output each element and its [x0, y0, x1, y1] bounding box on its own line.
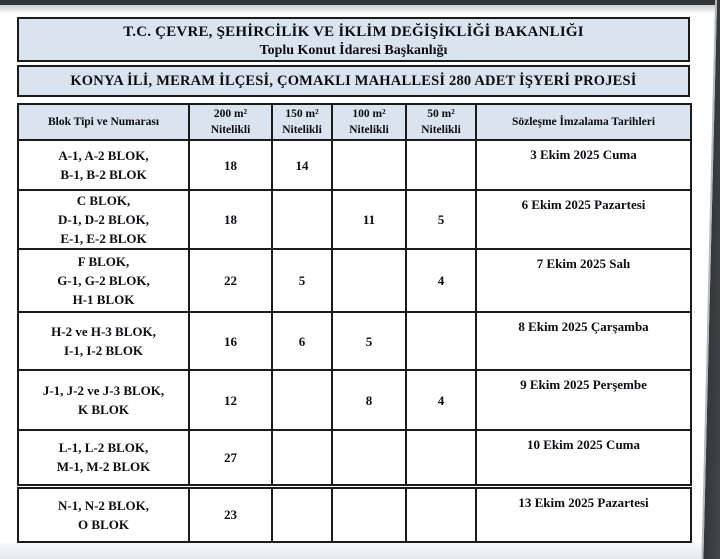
count-cell-m50: 4	[406, 249, 476, 312]
count-cell-m150	[272, 190, 332, 249]
block-name-cell: J-1, J-2 ve J-3 BLOK, K BLOK	[18, 370, 189, 430]
column-header-m150: 150 m² Nitelikli	[272, 104, 332, 140]
scan-edge-bottom	[0, 543, 720, 559]
table-row	[18, 312, 691, 370]
column-header-m200: 200 m² Nitelikli	[189, 104, 272, 140]
count-cell-m200: 12	[189, 370, 272, 430]
signing-date-cell: 10 Ekim 2025 Cuma	[476, 430, 691, 486]
block-name-cell: C BLOK, D-1, D-2 BLOK, E-1, E-2 BLOK	[18, 190, 189, 249]
column-header-row	[18, 104, 691, 140]
count-cell-m100	[332, 486, 406, 542]
count-cell-m200: 18	[189, 190, 272, 249]
signing-date-cell: 7 Ekim 2025 Salı	[476, 249, 691, 312]
document-header	[17, 17, 690, 62]
scan-edge-top-fade	[0, 5, 720, 14]
document-page	[17, 17, 690, 543]
count-cell-m100: 11	[332, 190, 406, 249]
count-cell-m50	[406, 312, 476, 370]
count-cell-m200: 18	[189, 140, 272, 190]
count-cell-m200: 22	[189, 249, 272, 312]
count-cell-m150: 5	[272, 249, 332, 312]
count-cell-m100	[332, 430, 406, 486]
block-name-cell: H-2 ve H-3 BLOK, I-1, I-2 BLOK	[18, 312, 189, 370]
column-header-m50: 50 m² Nitelikli	[406, 104, 476, 140]
table-row	[18, 370, 691, 430]
scan-edge-right	[701, 0, 720, 559]
table-row	[18, 430, 691, 486]
table-body	[18, 140, 691, 542]
contract-schedule-table	[17, 103, 692, 543]
count-cell-m200: 16	[189, 312, 272, 370]
count-cell-m150: 14	[272, 140, 332, 190]
count-cell-m100	[332, 140, 406, 190]
block-name-cell: L-1, L-2 BLOK, M-1, M-2 BLOK	[18, 430, 189, 486]
count-cell-m200: 27	[189, 430, 272, 486]
count-cell-m50	[406, 486, 476, 542]
signing-date-cell: 13 Ekim 2025 Pazartesi	[476, 486, 691, 542]
count-cell-m50	[406, 140, 476, 190]
count-cell-m50	[406, 430, 476, 486]
project-title: KONYA İLİ, MERAM İLÇESİ, ÇOMAKLI MAHALLESİ 280 ADET İŞYERİ PROJESİ	[17, 65, 690, 97]
count-cell-m100: 8	[332, 370, 406, 430]
signing-date-cell: 6 Ekim 2025 Pazartesi	[476, 190, 691, 249]
column-header-blok: Blok Tipi ve Numarası	[18, 104, 189, 140]
count-cell-m150	[272, 370, 332, 430]
count-cell-m150: 6	[272, 312, 332, 370]
table-row	[18, 140, 691, 190]
count-cell-m100: 5	[332, 312, 406, 370]
column-header-tarih: Sözleşme İmzalama Tarihleri	[476, 104, 691, 140]
count-cell-m150	[272, 486, 332, 542]
agency-subtitle: Toplu Konut İdaresi Başkanlığı	[259, 43, 448, 58]
count-cell-m150	[272, 430, 332, 486]
block-name-cell: A-1, A-2 BLOK, B-1, B-2 BLOK	[18, 140, 189, 190]
table-row	[18, 486, 691, 542]
signing-date-cell: 8 Ekim 2025 Çarşamba	[476, 312, 691, 370]
table-row	[18, 249, 691, 312]
block-name-cell: F BLOK, G-1, G-2 BLOK, H-1 BLOK	[18, 249, 189, 312]
signing-date-cell: 3 Ekim 2025 Cuma	[476, 140, 691, 190]
ministry-title: T.C. ÇEVRE, ŞEHİRCİLİK VE İKLİM DEĞİŞİKLİĞİ BAKANLIĞI	[123, 24, 584, 40]
table-row	[18, 190, 691, 249]
count-cell-m50: 4	[406, 370, 476, 430]
count-cell-m100	[332, 249, 406, 312]
count-cell-m50: 5	[406, 190, 476, 249]
column-header-m100: 100 m² Nitelikli	[332, 104, 406, 140]
signing-date-cell: 9 Ekim 2025 Perşembe	[476, 370, 691, 430]
count-cell-m200: 23	[189, 486, 272, 542]
block-name-cell: N-1, N-2 BLOK, O BLOK	[18, 486, 189, 542]
